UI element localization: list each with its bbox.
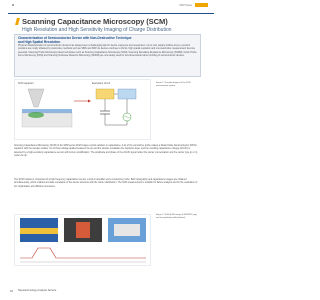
page-title: Scanning Capacitance Microscopy (SCM) xyxy=(22,17,168,26)
sensor-block-shape xyxy=(96,89,114,99)
scm-image-1-band-shape xyxy=(20,228,58,234)
page-header xyxy=(8,0,208,13)
figure-2-images xyxy=(14,214,199,266)
figure-1-label-left: SCM capacitor xyxy=(18,82,34,85)
figure-2-caption: Figure 2. SCM dC/dV image of MOSFET (top) and its amplitude profile (bottom) xyxy=(156,214,197,219)
scm-image-3-feature-shape xyxy=(114,224,140,236)
footer-text: Nanotechnology Analysis Service xyxy=(18,289,57,292)
feature-body: Physical characterization of semiconductor devices has always been a challenging task for device engineers and researchers. Up to now, dopant profiles and p-n junction positions are mostly obtained by destructive methods such as SIMS and SRP. As devices continue to shrink, high spatial resolution and non-destructive measurement become essential. Scanning Probe Microscopy based techniques such as Scanning Capacitance Microscopy (SCM), Scanning Spreading Resistance Microscopy (SSRM), Kelvin Probe Force Microscopy (KFM) and Scanning Nonlinear Dielectric Microscopy (SNDM) are now widely used for two-dimensional carrier profiling of semiconductor devices. xyxy=(18,45,197,57)
body-paragraph-2: The SCM module is composed of a high frequency capacitance sensor, a lock-in amplifier and a conductive probe. Both topography and capacitance images are obtained simultaneously, which enables accurate correlation of the device structure with the carrier distribution. The SCM measurement is suitable for failure analysis and for the evaluation of ion implantation and diffusion processes. xyxy=(14,179,198,188)
header-accent-tab xyxy=(195,3,208,7)
depletion-region-shape xyxy=(28,112,44,118)
title-accent-mark xyxy=(15,18,20,25)
feature-heading-line2: and High Spatial Resolution xyxy=(18,39,61,44)
page-number: 10 xyxy=(10,289,14,293)
feature-heading xyxy=(18,37,131,45)
header-dot xyxy=(12,4,14,6)
figure-1 xyxy=(14,79,199,140)
feature-box xyxy=(14,34,201,77)
feature-heading-line1: Characterization of Semiconductor Device with Non-Destructive Technique xyxy=(18,36,132,40)
series-label: SPM Series xyxy=(179,4,192,7)
scm-image-2-feature-shape xyxy=(76,222,90,238)
body-paragraph-1: Scanning Capacitance Microscopy (SCM) of the SPM series AFM images a local variation in capacitance. A tip of the conductive probe makes a Metal-Oxide-Semiconductor (MOS) capacitor with the sample surface. An AC bias voltage applied between the tip and the sample modulates the depletion layer, and the resulting capacitance change (dC/dV) is detected by a high-sensitivity capacitance sensor with lock-in amplification. The amplitude and phase of the dC/dV signal reflect the carrier concentration and the carrier type (p or n) under the tip. xyxy=(14,145,198,158)
lockin-block-shape xyxy=(118,89,136,99)
figure-1-caption: Figure 1. Principle diagram of the SCM measurement system xyxy=(156,82,191,87)
oxide-layer-shape xyxy=(22,109,72,113)
header-rule xyxy=(8,13,214,14)
figure-1-label-right: Equivalent circuit xyxy=(92,82,111,85)
page-subtitle: High Resolution and High Sensitivity Imaging of Charge Distribution xyxy=(22,27,172,33)
figure-2 xyxy=(14,214,199,266)
figure-1-diagram xyxy=(14,79,199,140)
page-footer xyxy=(10,289,204,295)
